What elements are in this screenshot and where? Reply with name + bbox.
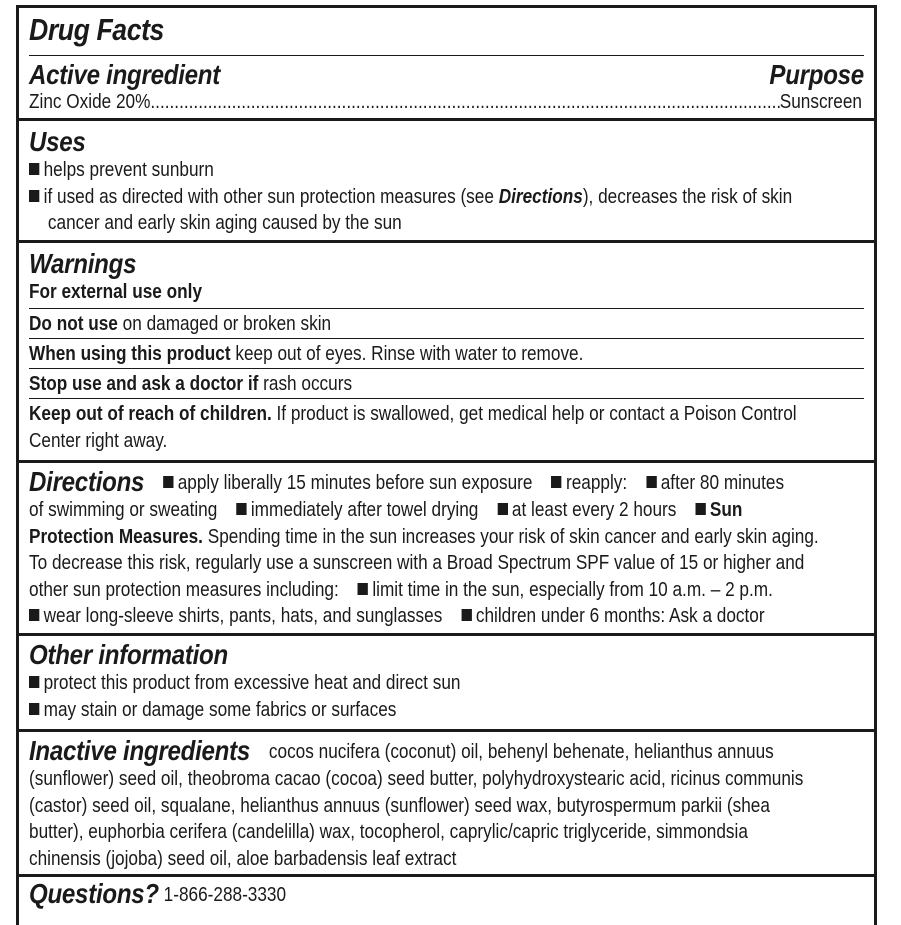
bullet-square-icon — [29, 703, 39, 715]
do-not-use-warning: Do not use on damaged or broken skin — [29, 313, 332, 335]
bullet-square-icon — [29, 163, 39, 175]
questions-phone: 1-866-288-3330 — [163, 884, 287, 906]
page-title: Drug Facts — [29, 12, 164, 47]
warnings-heading: Warnings — [29, 248, 137, 279]
keep-out-of-reach-warning: Keep out of reach of children. If product is swallowed, get medical help or contact a Poison Control — [29, 403, 797, 425]
active-ingredient-row — [29, 90, 862, 114]
active-ingredient-name: Zinc Oxide 20% — [29, 91, 151, 113]
directions-line: other sun protection measures including: limit time in the sun, especially from 10 a.m. – 2 p.m. — [29, 578, 773, 601]
bullet-square-icon — [29, 609, 39, 621]
stop-use-warning: Stop use and ask a doctor if rash occurs — [29, 373, 353, 395]
directions-line: wear long-sleeve shirts, pants, hats, and sunglasses children under 6 months: Ask a doctor — [29, 603, 862, 630]
directions-line: Protection Measures. Spending time in the sun increases your risk of skin cancer and early skin aging. — [29, 525, 819, 548]
directions-line: Directions apply liberally 15 minutes before sun exposure reapply: after 80 minutes — [29, 466, 785, 497]
uses-heading: Uses — [29, 126, 86, 157]
warnings-section — [19, 243, 874, 463]
questions-section — [19, 877, 874, 909]
inactive-ingredients-line: Inactive ingredients cocos nucifera (coconut) oil, behenyl behenate, helianthus annuus — [29, 735, 774, 766]
inactive-ingredients-line: butter), euphorbia cerifera (candelilla) wax, tocopherol, caprylic/capric triglyceride, simmondsia — [29, 821, 748, 843]
inactive-ingredients-section — [19, 732, 874, 877]
bullet-square-icon — [236, 503, 246, 515]
directions-heading: Directions — [29, 466, 145, 497]
inactive-ingredients-heading: Inactive ingredients — [29, 735, 250, 766]
other-information-item: may stain or damage some fabrics or surfaces — [29, 697, 862, 724]
drug-facts-panel — [16, 5, 877, 925]
active-ingredient-heading: Active ingredient — [29, 59, 220, 90]
external-use-warning: For external use only — [29, 281, 203, 303]
bullet-square-icon — [163, 476, 173, 488]
inactive-ingredients-line: (sunflower) seed oil, theobroma cacao (cocoa) seed butter, polyhydroxystearic acid, ricinus communis — [29, 768, 804, 790]
inactive-ingredients-line: (castor) seed oil, squalane, helianthus annuus (sunflower) seed wax, butyrospermum parkii (shea — [29, 794, 770, 817]
leader-dots — [150, 90, 779, 114]
bullet-square-icon — [551, 476, 561, 488]
uses-item: helps prevent sunburn — [29, 157, 862, 184]
bullet-square-icon — [497, 503, 507, 515]
directions-reference: Directions — [498, 185, 583, 208]
other-information-heading: Other information — [29, 639, 228, 670]
directions-line: of swimming or sweating immediately after towel drying at least every 2 hours Sun — [29, 499, 743, 521]
questions-heading: Questions? — [29, 878, 159, 909]
active-ingredient-purpose: Sunscreen — [779, 91, 862, 113]
questions-line — [29, 879, 862, 909]
purpose-heading: Purpose — [769, 59, 864, 90]
directions-section — [19, 463, 874, 636]
bullet-square-icon — [29, 190, 39, 202]
directions-line: To decrease this risk, regularly use a sunscreen with a Broad Spectrum SPF value of 15 or higher and — [29, 552, 805, 574]
other-information-section — [19, 636, 874, 732]
bullet-square-icon — [358, 583, 368, 595]
when-using-warning: When using this product keep out of eyes. Rinse with water to remove. — [29, 343, 584, 365]
bullet-square-icon — [646, 476, 656, 488]
uses-item-continuation: cancer and early skin aging caused by the sun — [47, 212, 402, 234]
bullet-square-icon — [695, 503, 705, 515]
inactive-ingredients-line: chinensis (jojoba) seed oil, aloe barbadensis leaf extract — [29, 847, 457, 870]
keep-out-of-reach-continuation: Center right away. — [29, 429, 168, 452]
bullet-square-icon — [461, 609, 471, 621]
other-information-item: protect this product from excessive heat and direct sun — [29, 670, 862, 697]
uses-section — [19, 121, 874, 243]
active-ingredient-section — [19, 8, 874, 121]
bullet-square-icon — [29, 676, 39, 688]
uses-item: if used as directed with other sun protection measures (see Directions), decreases the risk of skin — [29, 184, 862, 211]
